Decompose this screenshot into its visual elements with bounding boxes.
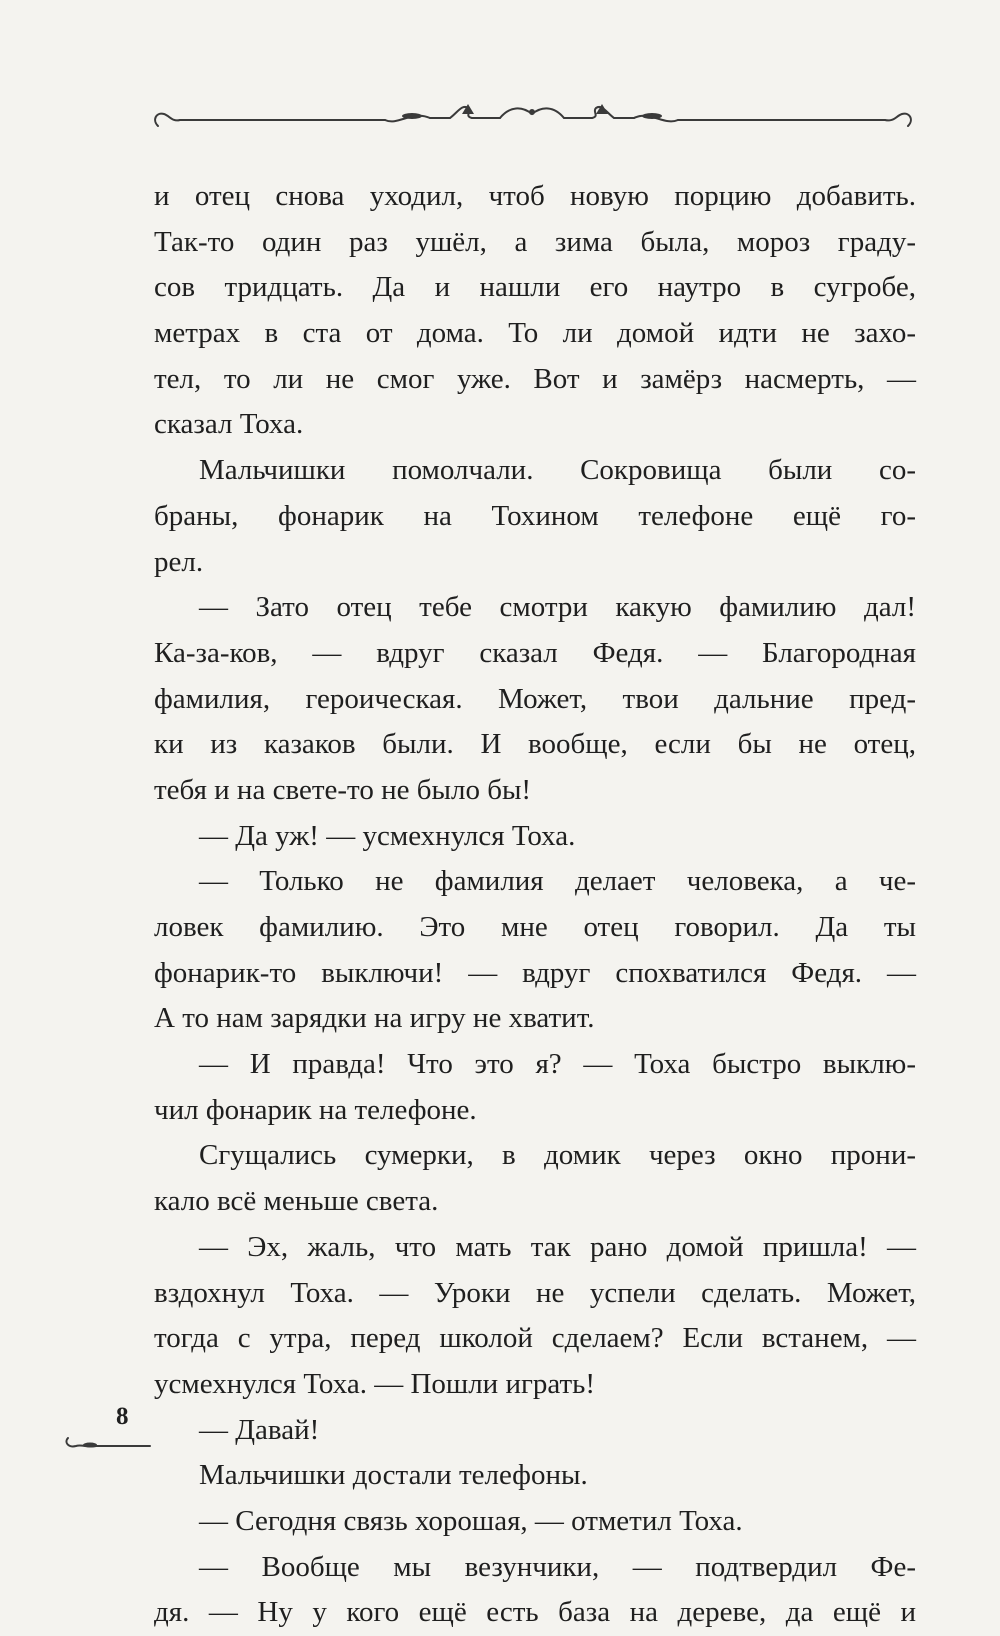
- page-number: 8: [116, 1403, 129, 1430]
- text-line: рел.: [154, 545, 204, 578]
- text-line: тогда с утра, перед школой сделаем? Если встанем, —: [154, 1322, 916, 1355]
- text-line: Ка-за-ков, — вдруг сказал Федя. — Благородная: [154, 636, 916, 669]
- text-line: — И правда! Что это я? — Тоха быстро выклю-: [199, 1048, 916, 1081]
- text-line: браны, фонарик на Тохином телефоне ещё го-: [154, 499, 916, 532]
- text-line: кало всё меньше света.: [154, 1185, 439, 1218]
- text-line: дя. — Ну у кого ещё есть база на дереве, да ещё и: [154, 1596, 916, 1629]
- text-line: — Сегодня связь хорошая, — отметил Тоха.: [199, 1504, 743, 1537]
- text-line: — Да уж! — усмехнулся Тоха.: [199, 819, 576, 852]
- text-line: — Зато отец тебе смотри какую фамилию дал!: [199, 591, 916, 624]
- text-line: А то нам зарядки на игру не хватит.: [154, 1002, 595, 1035]
- text-line: Сгущались сумерки, в домик через окно прони-: [199, 1139, 916, 1172]
- top-ornament-divider: [150, 92, 920, 142]
- text-line: метрах в ста от дома. То ли домой идти не захо-: [154, 317, 916, 350]
- bottom-ornament: [62, 1430, 154, 1454]
- body-text: [154, 174, 916, 1636]
- text-line: фамилия, героическая. Может, твои дальние пред-: [154, 682, 916, 715]
- text-line: сказал Тоха.: [154, 408, 304, 441]
- text-line: Мальчишки помолчали. Сокровища были со-: [199, 454, 916, 487]
- text-line: тебя и на свете-то не было бы!: [154, 773, 532, 806]
- text-line: усмехнулся Тоха. — Пошли играть!: [154, 1367, 596, 1400]
- text-line: и отец снова уходил, чтоб новую порцию добавить.: [154, 180, 916, 212]
- text-line: — Эх, жаль, что мать так рано домой пришла! —: [199, 1230, 916, 1263]
- text-line: ки из казаков были. И вообще, если бы не отец,: [154, 728, 916, 761]
- text-line: сов тридцать. Да и нашли его наутро в сугробе,: [154, 271, 916, 304]
- text-line: Так-то один раз ушёл, а зима была, мороз граду-: [154, 225, 916, 258]
- text-line: фонарик-то выключи! — вдруг спохватился Федя. —: [154, 956, 916, 989]
- text-line: — Давай!: [199, 1413, 320, 1446]
- text-line: тел, то ли не смог уже. Вот и замёрз насмерть, —: [154, 362, 916, 395]
- text-line: вздохнул Тоха. — Уроки не успели сделать. Может,: [154, 1276, 916, 1309]
- text-line: чил фонарик на телефоне.: [154, 1093, 477, 1126]
- text-line: — Вообще мы везунчики, — подтвердил Фе-: [199, 1550, 916, 1583]
- text-line: — Только не фамилия делает человека, а че-: [199, 865, 916, 898]
- text-line: Мальчишки достали телефоны.: [199, 1459, 588, 1492]
- text-line: ловек фамилию. Это мне отец говорил. Да ты: [154, 911, 916, 943]
